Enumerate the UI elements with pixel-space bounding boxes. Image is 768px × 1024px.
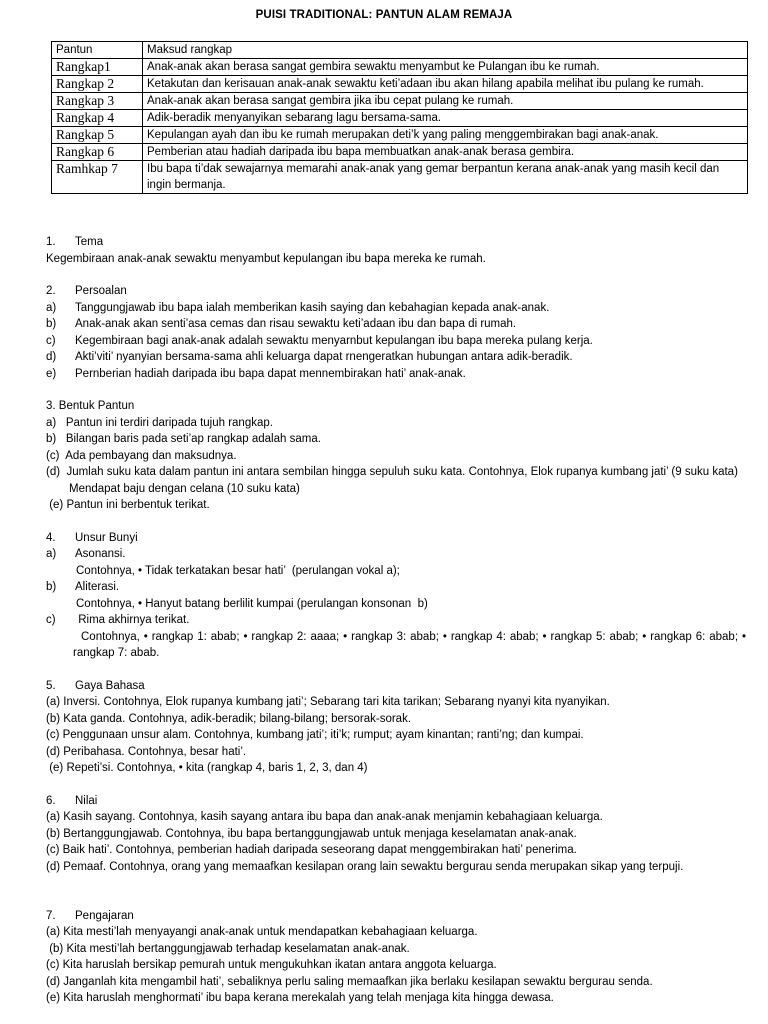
- table-cell-rangkap: Rangkap 5: [52, 127, 143, 144]
- pantun-table: [51, 41, 748, 194]
- list-item: b) Aliterasi.: [46, 581, 120, 593]
- table-header-maksud: Maksud rangkap: [143, 42, 748, 59]
- table-row: [52, 127, 748, 144]
- list-item: a) Pantun ini terdiri daripada tujuh rangkap.: [46, 416, 273, 429]
- list-item: c) Rima akhirnya terikat.: [46, 614, 190, 626]
- section-heading-pengajaran: 7. Pengajaran: [46, 909, 134, 922]
- list-item: (c) Baik hati’. Contohnya, pemberian hadiah daripada seseorang dapat menggembirakan hati’ penerima.: [46, 844, 577, 856]
- table-row: [52, 161, 748, 194]
- table-cell-rangkap: Rangkap1: [52, 59, 143, 76]
- list-item: (d) Peribahasa. Contohnya, besar hati’.: [46, 745, 247, 758]
- section-heading-gaya-bahasa: 5. Gaya Bahasa: [46, 679, 145, 692]
- table-row: [52, 76, 748, 93]
- table-cell-maksud: Kepulangan ayah dan ibu ke rumah merupakan deti’k yang paling menggembirakan bagi anak-anak.: [143, 127, 748, 144]
- list-item: (b) Bertanggungjawab. Contohnya, ibu bapa bertanggungjawab untuk menjaga keselamatan anak-anak.: [46, 827, 577, 840]
- example-text: Contohnya, • Tidak terkatakan besar hati’ (perulangan vokal a);: [76, 564, 400, 577]
- page-title: PUISI TRADITIONAL: PANTUN ALAM REMAJA: [255, 9, 513, 21]
- table-cell-maksud: Ibu bapa ti’dak sewajarnya memarahi anak-anak yang gemar berpantun kerana anak-anak yang masih kecil dan ingin bermanja.: [143, 161, 748, 194]
- list-item: (d) Janganlah kita mengambil hati’, sebaliknya perlu saling memaafkan jika berlaku kesilapan sewaktu bergurau senda.: [46, 975, 653, 988]
- table-cell-rangkap: Ramhkap 7: [52, 161, 143, 194]
- table-row: [52, 110, 748, 127]
- document-body: [46, 234, 746, 1007]
- list-item: (c) Ada pembayang dan maksudnya.: [46, 449, 237, 462]
- table-header-pantun: Pantun: [52, 42, 143, 59]
- list-item: (a) Kasih sayang. Contohnya, kasih sayang antara ibu bapa dan anak-anak menjamin kebahagiaan keluarga.: [46, 811, 603, 823]
- table-cell-maksud: Pemberian atau hadiah daripada ibu bapa membuatkan anak-anak berasa gembira.: [143, 144, 748, 161]
- table-cell-maksud: Anak-anak akan berasa sangat gembira jika ibu cepat pulang ke rumah.: [143, 93, 748, 110]
- list-item: (d) Pemaaf. Contohnya, orang yang memaafkan kesilapan orang lain sewaktu bergurau senda merupakan sikap yang terpuji.: [46, 860, 684, 873]
- example-text: Contohnya, • rangkap 1: abab; • rangkap 2: aaaa; • rangkap 3: abab; • rangkap 4: abab; • rangkap 5: abab; • rangkap 6: abab; • rangkap 7: abab.: [73, 630, 746, 659]
- list-item: d) Akti’viti’ nyanyian bersama-sama ahli keluarga dapat rnengeratkan hubungan antara adik-beradik.: [46, 351, 573, 363]
- table-header-row: [52, 42, 748, 59]
- table-row: [52, 144, 748, 161]
- section-heading-unsur-bunyi: 4. Unsur Bunyi: [46, 531, 138, 544]
- table-cell-rangkap: Rangkap 4: [52, 110, 143, 127]
- table-row: [52, 93, 748, 110]
- list-item: (a) Inversi. Contohnya, Elok rupanya kumbang jati’; Sebarang tari kita tarikan; Sebarang nyanyi kita nyanyikan.: [46, 696, 610, 708]
- table-cell-maksud: Anak-anak akan berasa sangat gembira sewaktu menyambut ke Pulangan ibu ke rumah.: [143, 59, 748, 76]
- list-item: (d) Jumlah suku kata dalam pantun ini antara sembilan hingga sepuluh suku kata. Contohnya, Elok rupanya kumbang jati’ (9 suku kata) Mendapat baju dengan celana (10 suku kata): [46, 466, 738, 495]
- section-heading-bentuk: 3. Bentuk Pantun: [46, 400, 135, 412]
- list-item: (c) Penggunaan unsur alam. Contohnya, kumbang jati’; iti’k; rumput; ayam kinantan; ranti’ng; dan kumpai.: [46, 729, 584, 741]
- table-row: [52, 59, 748, 76]
- section-heading-tema: 1. Tema: [46, 236, 104, 248]
- list-item: a) Tanggungjawab ibu bapa ialah memberikan kasih saying dan kebahagian kepada anak-anak.: [46, 301, 550, 314]
- list-item: e) Pernberian hadiah daripada ibu bapa dapat mennembirakan hati’ anak-anak.: [46, 367, 466, 380]
- list-item: c) Kegembiraan bagi anak-anak adalah sewaktu menyarnbut kepulangan ibu bapa mereka pulang kerja.: [46, 334, 593, 347]
- table-cell-maksud: Ketakutan dan kerisauan anak-anak sewaktu keti’adaan ibu akan hilang apabila melihat ibu pulang ke rumah.: [143, 76, 748, 93]
- list-item: (a) Kita mesti’lah menyayangi anak-anak untuk mendapatkan kebahagiaan keluarga.: [46, 926, 478, 938]
- table-cell-rangkap: Rangkap 6: [52, 144, 143, 161]
- table-cell-rangkap: Rangkap 2: [52, 76, 143, 93]
- section-heading-nilai: 6. Nilai: [46, 794, 98, 807]
- list-item: b) Anak-anak akan senti’asa cemas dan risau sewaktu keti’adaan ibu dan bapa di rumah.: [46, 318, 517, 330]
- list-item: (c) Kita haruslah bersikap pemurah untuk mengukuhkan ikatan antara anggota keluarga.: [46, 959, 497, 971]
- tema-text: Kegembiraan anak-anak sewaktu menyambut kepulangan ibu bapa mereka ke rumah.: [46, 252, 486, 265]
- section-heading-persoalan: 2. Persoalan: [46, 285, 127, 297]
- list-item: (e) Repeti’si. Contohnya, • kita (rangkap 4, baris 1, 2, 3, dan 4): [46, 762, 368, 774]
- list-item: (e) Pantun ini berbentuk terikat.: [49, 499, 210, 511]
- list-item: (e) Kita haruslah menghormati’ ibu bapa kerana merekalah yang telah menjaga kita hingga dewasa.: [46, 992, 554, 1004]
- list-item: b) Bilangan baris pada seti’ap rangkap adalah sama.: [46, 433, 321, 445]
- table-cell-rangkap: Rangkap 3: [52, 93, 143, 110]
- list-item: a) Asonansi.: [46, 548, 126, 560]
- list-item: (b) Kata ganda. Contohnya, adik-beradik; bilang-bilang; bersorak-sorak.: [46, 712, 412, 725]
- table-cell-maksud: Adik-beradik menyanyikan sebarang lagu bersama-sama.: [143, 110, 748, 127]
- example-text: Contohnya, • Hanyut batang berlilit kumpai (perulangan konsonan b): [76, 597, 428, 610]
- list-item: (b) Kita mesti’lah bertanggungjawab terhadap keselamatan anak-anak.: [46, 942, 410, 955]
